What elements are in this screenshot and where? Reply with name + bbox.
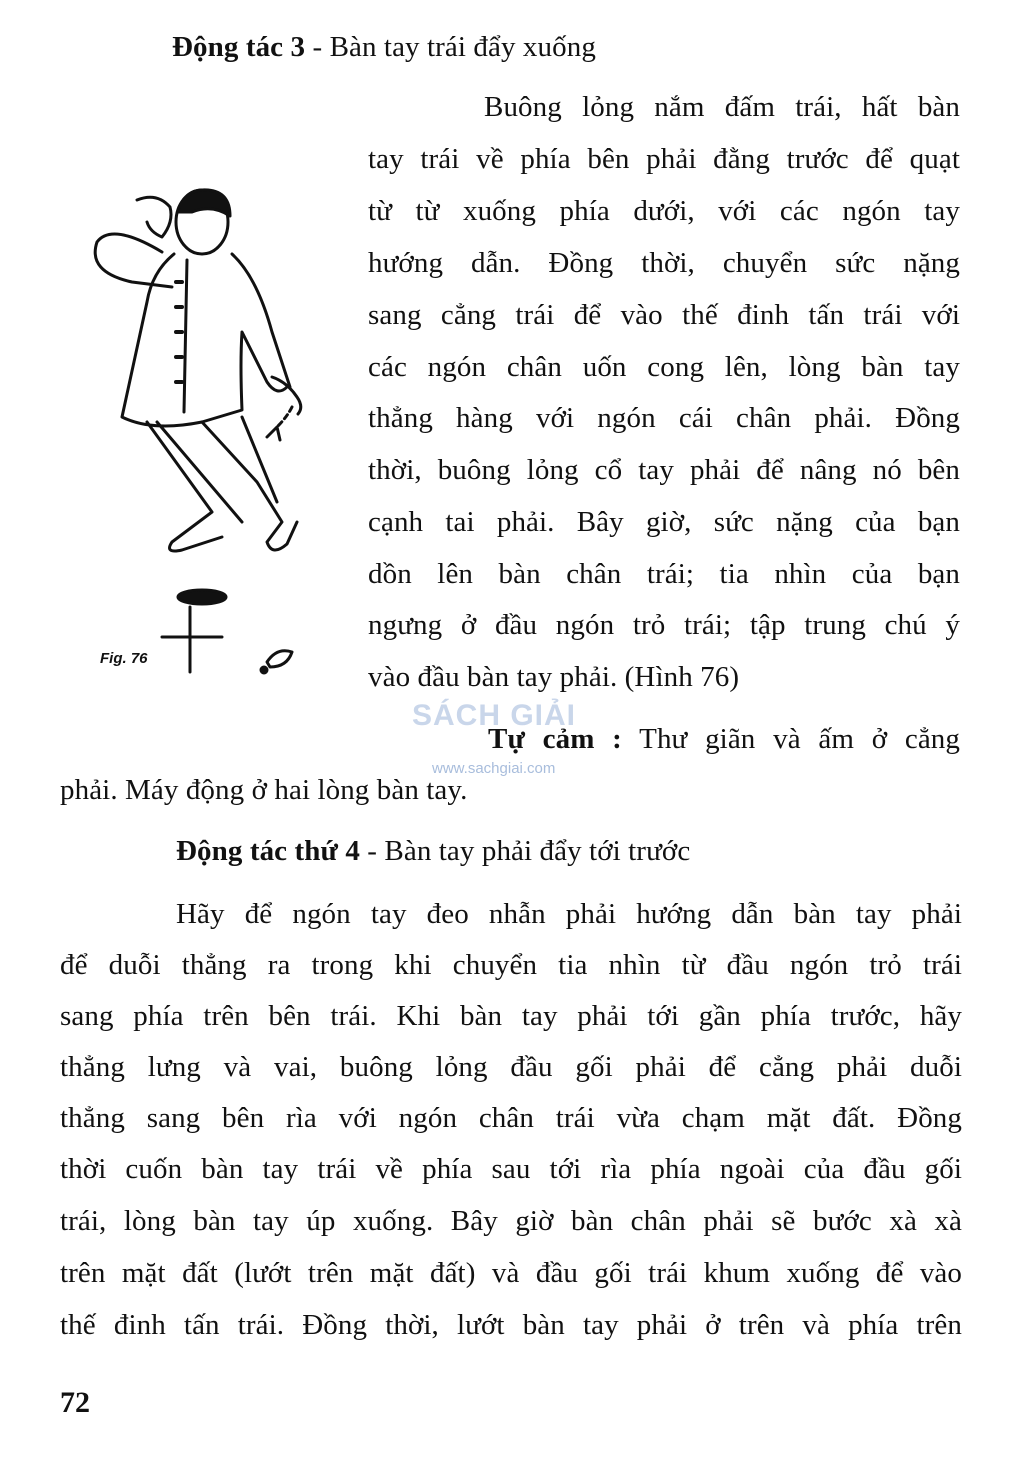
section4-line: thẳng lưng và vai, buông lỏng đầu gối phải để cẳng phải duỗi	[60, 1051, 962, 1083]
figure-legs	[147, 422, 297, 551]
feeling-line-2: phải. Máy động ở hai lòng bàn tay.	[60, 774, 468, 806]
section4-line: trái, lòng bàn tay úp xuống. Bây giờ bàn chân phải sẽ bước xà xà	[60, 1205, 962, 1237]
section3-heading-bold: Động tác 3	[172, 31, 306, 63]
section3-line: sang cẳng trái để vào thế đinh tấn trái với	[368, 299, 960, 331]
figure-illustration	[92, 182, 322, 682]
feeling-label: Tự cảm :	[488, 723, 622, 755]
section4-line: thời cuốn bàn tay trái về phía sau tới rìa phía ngoài của đầu gối	[60, 1153, 962, 1185]
section4-heading	[176, 834, 690, 868]
figure-torso	[122, 254, 287, 426]
page-number: 72	[60, 1386, 90, 1419]
section3-line: dồn lên bàn chân trái; tia nhìn của bạn	[368, 558, 960, 590]
watermark-title: SÁCH GIẢI	[412, 699, 577, 732]
section3-line: Buông lỏng nắm đấm trái, hất bàn	[484, 91, 960, 123]
section4-heading-bold: Động tác thứ 4	[176, 835, 360, 867]
figure-caption: Fig. 76	[100, 650, 148, 667]
section4-line: trên mặt đất (lướt trên mặt đất) và đầu gối trái khum xuống để vào	[60, 1257, 962, 1289]
section3-line: các ngón chân uốn cong lên, lòng bàn tay	[368, 351, 960, 383]
section3-line: hướng dẫn. Đồng thời, chuyển sức nặng	[368, 247, 960, 279]
section4-line: để duỗi thẳng ra trong khi chuyển tia nhìn từ đầu ngón trỏ trái	[60, 949, 962, 981]
section3-heading-rest: - Bàn tay trái đẩy xuống	[305, 31, 596, 63]
feeling-line	[488, 722, 960, 756]
section4-heading-rest: - Bàn tay phải đẩy tới trước	[359, 835, 691, 867]
section4-line: thế đinh tấn trái. Đồng thời, lướt bàn tay phải ở trên và phía trên	[60, 1309, 962, 1341]
feeling-text: Thư giãn và ấm ở cẳng	[621, 723, 961, 755]
figure-cross-marker	[162, 607, 222, 672]
section3-line: tay trái về phía bên phải đằng trước để quạt	[368, 143, 960, 175]
section3-line: thẳng hàng với ngón cái chân phải. Đồng	[368, 402, 960, 434]
watermark-url: www.sachgiai.com	[432, 760, 556, 777]
section3-line: cạnh tai phải. Bây giờ, sức nặng của bạn	[368, 506, 960, 538]
section4-line: thẳng sang bên rìa với ngón chân trái vừa chạm mặt đất. Đồng	[60, 1102, 962, 1134]
section3-heading	[172, 30, 596, 64]
section4-line: Hãy để ngón tay đeo nhẫn phải hướng dẫn bàn tay phải	[176, 898, 962, 930]
figure-raised-arm	[95, 234, 172, 287]
section3-line: từ từ xuống phía dưới, với các ngón tay	[368, 195, 960, 227]
section3-line: ngưng ở đầu ngón trỏ trái; tập trung chú ý	[368, 609, 960, 641]
section4-line: sang phía trên bên trái. Khi bàn tay phải tới gần phía trước, hãy	[60, 1000, 962, 1032]
section3-line: thời, buông lỏng cổ tay phải để nâng nó bên	[368, 454, 960, 486]
section3-line: vào đầu bàn tay phải. (Hình 76)	[368, 661, 740, 693]
